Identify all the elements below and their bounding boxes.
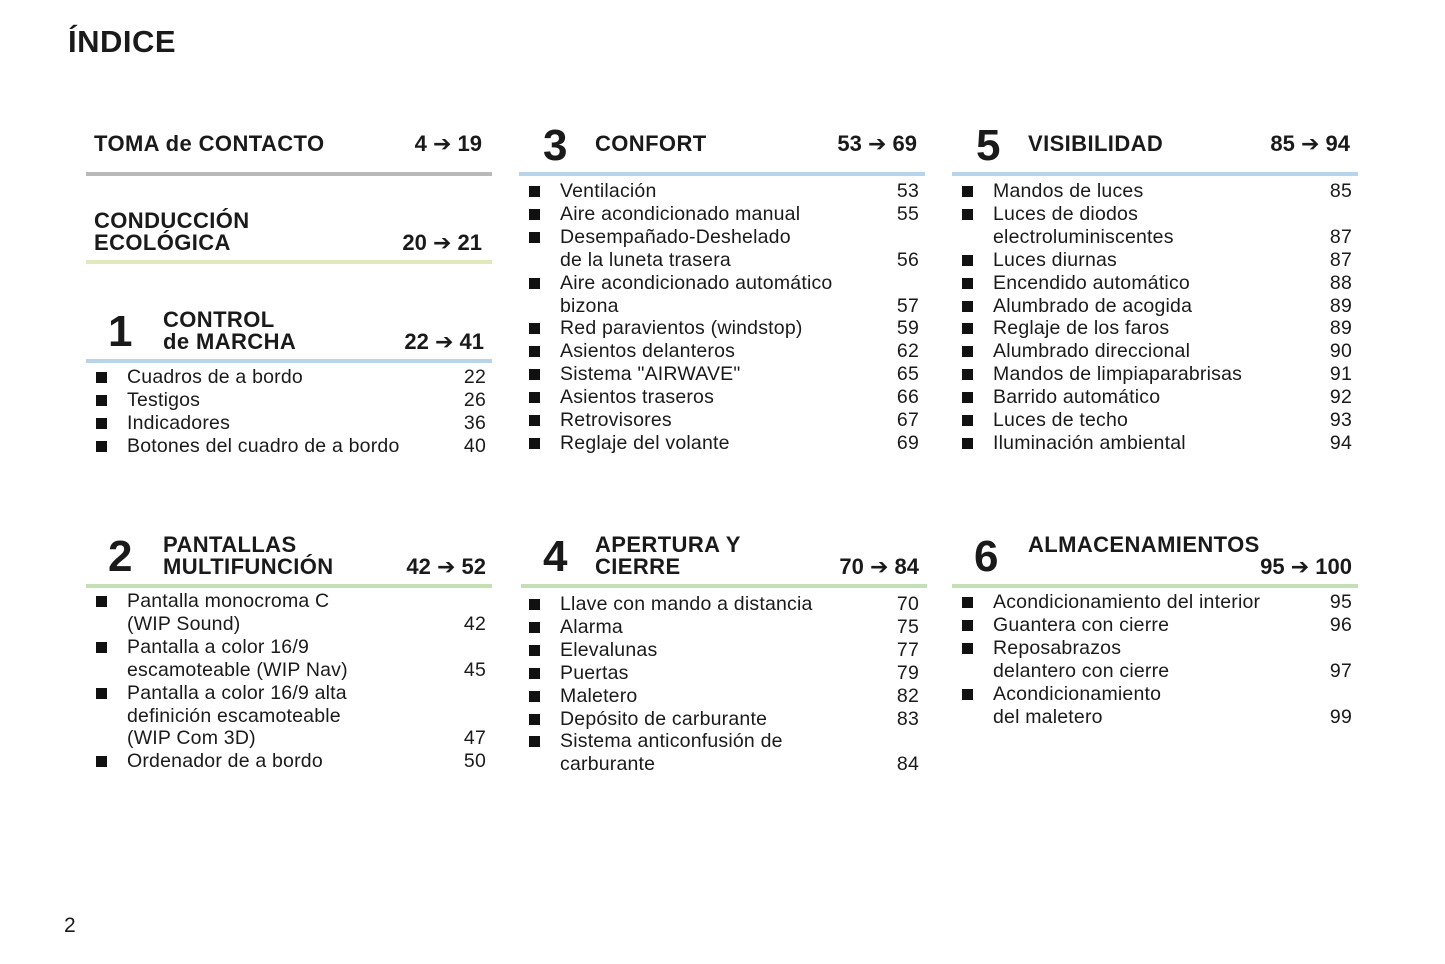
list-item[interactable]: Elevalunas 77 <box>519 639 925 662</box>
item-page: 42 <box>463 612 486 635</box>
section-2-pantallas-multifuncion[interactable] <box>86 525 492 785</box>
list-item[interactable]: Reglaje del volante 69 <box>519 432 925 455</box>
bullet-square-icon <box>96 395 107 406</box>
list-item[interactable]: Depósito de carburante 83 <box>519 708 925 731</box>
bullet-square-icon <box>962 346 973 357</box>
item-page: 55 <box>896 202 919 225</box>
page-number: 2 <box>64 914 76 937</box>
item-page: 67 <box>896 409 919 432</box>
bullet-square-icon <box>96 596 107 607</box>
section-title: ALMACENAMIENTOS <box>1028 532 1260 557</box>
section-divider <box>521 584 927 588</box>
list-item[interactable]: Mandos de luces 85 <box>952 180 1358 203</box>
list-item[interactable]: Luces de techo 93 <box>952 409 1358 432</box>
page-range: 95 ➔ 100 <box>1260 554 1352 579</box>
item-page: 87 <box>1329 225 1352 248</box>
page-range: 4 ➔ 19 <box>414 131 482 156</box>
item-page: 22 <box>463 366 486 388</box>
page-range: 70 ➔ 84 <box>839 554 919 579</box>
item-page: 87 <box>1329 248 1352 271</box>
bullet-square-icon <box>962 186 973 197</box>
section-divider <box>952 172 1358 176</box>
section-title-line2: CIERRE <box>595 554 681 579</box>
list-item[interactable]: Sistema anticonfusión de carburante 84 <box>519 730 925 776</box>
list-item[interactable]: Red paravientos (windstop) 59 <box>519 317 925 340</box>
bullet-square-icon <box>529 622 540 633</box>
item-page: 45 <box>463 658 486 681</box>
section-divider <box>86 584 492 588</box>
list-item[interactable]: Ordenador de a bordo 50 <box>86 750 492 773</box>
list-item[interactable]: Indicadores 36 <box>86 412 492 435</box>
bullet-square-icon <box>962 255 973 266</box>
bullet-square-icon <box>529 346 540 357</box>
bullet-square-icon <box>96 642 107 653</box>
bullet-square-icon <box>529 278 540 289</box>
item-page: 36 <box>463 411 486 434</box>
section-toma-de-contacto[interactable] <box>86 124 492 180</box>
bullet-square-icon <box>529 392 540 403</box>
item-page: 85 <box>1329 180 1352 202</box>
bullet-square-icon <box>529 668 540 679</box>
item-page: 88 <box>1329 271 1352 294</box>
item-page: 77 <box>896 638 919 661</box>
bullet-square-icon <box>529 209 540 220</box>
list-item[interactable]: Alumbrado direccional 90 <box>952 340 1358 363</box>
section-title-line2: ECOLÓGICA <box>94 230 231 255</box>
bullet-square-icon <box>96 372 107 383</box>
item-page: 56 <box>896 248 919 271</box>
item-page: 69 <box>896 431 919 454</box>
section-number: 4 <box>543 532 568 581</box>
list-item[interactable]: Reposabrazos delantero con cierre 97 <box>952 637 1358 683</box>
bullet-square-icon <box>529 369 540 380</box>
item-page: 95 <box>1329 591 1352 613</box>
page-range: 22 ➔ 41 <box>404 329 484 354</box>
list-item[interactable]: Asientos traseros 66 <box>519 386 925 409</box>
list-item[interactable]: Aire acondicionado automático bizona 57 <box>519 272 925 318</box>
bullet-square-icon <box>96 756 107 767</box>
bullet-square-icon <box>962 689 973 700</box>
bullet-square-icon <box>962 438 973 449</box>
bullet-square-icon <box>529 645 540 656</box>
bullet-square-icon <box>962 209 973 220</box>
section-divider <box>519 172 925 176</box>
section-title-line1: CONDUCCIÓN <box>94 208 250 233</box>
section-number: 3 <box>543 121 568 170</box>
item-page: 66 <box>896 386 919 409</box>
bullet-square-icon <box>962 323 973 334</box>
item-page: 40 <box>463 434 486 457</box>
bullet-square-icon <box>962 301 973 312</box>
section-title-line1: APERTURA Y <box>595 532 741 557</box>
item-list <box>86 590 492 773</box>
item-page: 89 <box>1329 294 1352 317</box>
list-item[interactable]: Pantalla a color 16/9 escamoteable (WIP Nav) 45 <box>86 636 492 682</box>
item-page: 91 <box>1329 363 1352 386</box>
section-title-line1: PANTALLAS <box>163 532 297 557</box>
bullet-square-icon <box>529 691 540 702</box>
section-number: 5 <box>976 121 1001 170</box>
bullet-square-icon <box>962 278 973 289</box>
list-item[interactable]: Guantera con cierre 96 <box>952 614 1358 637</box>
list-item[interactable]: Luces de diodos electroluminiscentes 87 <box>952 203 1358 249</box>
item-page: 99 <box>1329 705 1352 728</box>
section-title: TOMA de CONTACTO <box>94 131 325 156</box>
bullet-square-icon <box>529 186 540 197</box>
bullet-square-icon <box>529 323 540 334</box>
section-divider <box>952 584 1358 588</box>
bullet-square-icon <box>529 415 540 426</box>
section-5-visibilidad[interactable] <box>952 121 1358 464</box>
section-title-line2: MULTIFUNCIÓN <box>163 554 334 579</box>
item-page: 97 <box>1329 659 1352 682</box>
bullet-square-icon <box>529 714 540 725</box>
section-divider <box>86 359 492 363</box>
list-item[interactable]: Sistema "AIRWAVE" 65 <box>519 363 925 386</box>
item-page: 83 <box>896 707 919 730</box>
section-title: VISIBILIDAD <box>1028 131 1164 156</box>
list-item[interactable]: Desempañado-Deshelado de la luneta trasera 56 <box>519 226 925 272</box>
list-item[interactable]: Maletero 82 <box>519 685 925 708</box>
bullet-square-icon <box>962 392 973 403</box>
item-page: 84 <box>896 753 919 776</box>
list-item[interactable]: Alarma 75 <box>519 616 925 639</box>
section-6-almacenamientos[interactable] <box>952 525 1358 745</box>
item-page: 47 <box>463 727 486 750</box>
bullet-square-icon <box>962 620 973 631</box>
list-item[interactable]: Ventilación 53 <box>519 180 925 203</box>
item-page: 57 <box>896 294 919 317</box>
item-page: 79 <box>896 661 919 684</box>
section-title-line2: de MARCHA <box>163 329 297 354</box>
item-page: 93 <box>1329 409 1352 432</box>
list-item[interactable]: Pantalla a color 16/9 alta definición escamoteable (WIP Com 3D) 47 <box>86 682 492 751</box>
bullet-square-icon <box>529 736 540 747</box>
bullet-square-icon <box>96 688 107 699</box>
item-page: 75 <box>896 615 919 638</box>
section-3-confort[interactable] <box>519 121 925 464</box>
page-range: 85 ➔ 94 <box>1270 131 1350 156</box>
bullet-square-icon <box>96 441 107 452</box>
section-number: 2 <box>108 532 133 581</box>
bullet-square-icon <box>962 369 973 380</box>
page-range: 20 ➔ 21 <box>402 230 482 255</box>
bullet-square-icon <box>962 643 973 654</box>
bullet-square-icon <box>529 232 540 243</box>
item-list <box>952 591 1358 728</box>
list-item[interactable]: Llave con mando a distancia 70 <box>519 593 925 616</box>
page-range: 42 ➔ 52 <box>406 554 486 579</box>
page-title: ÍNDICE <box>68 24 177 59</box>
item-page: 70 <box>896 593 919 615</box>
item-page: 94 <box>1329 431 1352 454</box>
section-number: 1 <box>108 307 133 356</box>
page-range: 53 ➔ 69 <box>837 131 917 156</box>
item-page: 92 <box>1329 386 1352 409</box>
list-item[interactable]: Acondicionamiento del maletero 99 <box>952 683 1358 729</box>
item-page: 26 <box>463 388 486 411</box>
list-item[interactable]: Mandos de limpiaparabrisas 91 <box>952 363 1358 386</box>
list-item[interactable]: Iluminación ambiental 94 <box>952 432 1358 455</box>
list-item[interactable]: Reglaje de los faros 89 <box>952 317 1358 340</box>
section-title-line1: CONTROL <box>163 307 275 332</box>
list-item[interactable]: Aire acondicionado manual 55 <box>519 203 925 226</box>
list-item[interactable]: Alumbrado de acogida 89 <box>952 295 1358 318</box>
bullet-square-icon <box>96 418 107 429</box>
item-page: 53 <box>896 180 919 202</box>
list-item[interactable]: Encendido automático 88 <box>952 272 1358 295</box>
bullet-square-icon <box>529 438 540 449</box>
section-title: CONFORT <box>595 131 707 156</box>
list-item[interactable]: Barrido automático 92 <box>952 386 1358 409</box>
section-4-apertura-y-cierre[interactable] <box>521 525 927 785</box>
item-page: 59 <box>896 317 919 340</box>
bullet-square-icon <box>529 599 540 610</box>
bullet-square-icon <box>962 415 973 426</box>
section-divider <box>86 172 492 176</box>
list-item[interactable]: Botones del cuadro de a bordo 40 <box>86 435 492 458</box>
list-item[interactable]: Retrovisores 67 <box>519 409 925 432</box>
item-list <box>519 180 925 455</box>
list-item[interactable]: Asientos delanteros 62 <box>519 340 925 363</box>
item-page: 50 <box>463 750 486 773</box>
item-page: 90 <box>1329 340 1352 363</box>
item-page: 82 <box>896 684 919 707</box>
item-list <box>86 366 492 458</box>
item-page: 96 <box>1329 613 1352 636</box>
section-divider <box>86 260 492 264</box>
item-page: 65 <box>896 363 919 386</box>
list-item[interactable]: Testigos 26 <box>86 389 492 412</box>
item-list <box>519 593 925 776</box>
section-number: 6 <box>974 532 999 581</box>
list-item[interactable]: Puertas 79 <box>519 662 925 685</box>
section-conduccion-ecologica[interactable] <box>86 206 492 268</box>
item-list <box>952 180 1358 455</box>
item-page: 62 <box>896 340 919 363</box>
item-page: 89 <box>1329 317 1352 340</box>
list-item[interactable]: Luces diurnas 87 <box>952 249 1358 272</box>
list-item[interactable]: Pantalla monocroma C (WIP Sound) 42 <box>86 590 492 636</box>
section-1-control-de-marcha[interactable] <box>86 300 492 470</box>
list-item[interactable]: Acondicionamiento del interior 95 <box>952 591 1358 614</box>
bullet-square-icon <box>962 597 973 608</box>
list-item[interactable]: Cuadros de a bordo 22 <box>86 366 492 389</box>
